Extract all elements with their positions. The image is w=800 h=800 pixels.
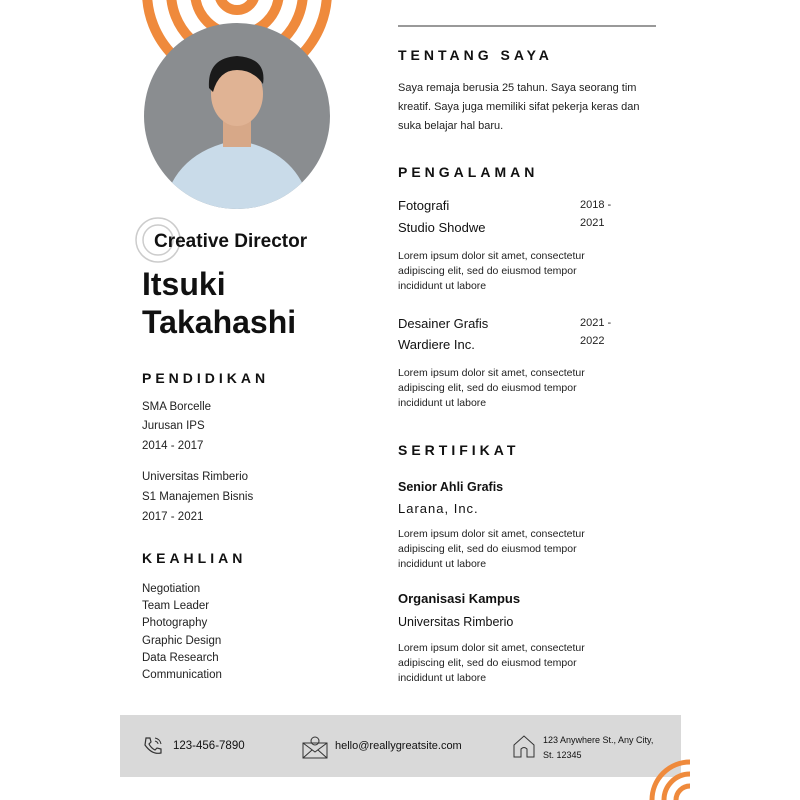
- address-line1: 123 Anywhere St., Any City,: [543, 735, 654, 745]
- last-name: Takahashi: [142, 304, 297, 340]
- profile-photo: [143, 22, 331, 210]
- phone-icon: [142, 735, 164, 757]
- home-icon: [512, 734, 536, 758]
- edu-school: SMA Borcelle: [142, 401, 212, 413]
- job-title: Creative Director: [154, 231, 308, 252]
- cert-desc: Lorem ipsum dolor sit amet, consectetur adipiscing elit, sed do eiusmod tempor incididunt ut labore: [398, 642, 585, 684]
- skill-item: Communication: [142, 669, 222, 681]
- experience-heading: PENGALAMAN: [398, 164, 539, 180]
- mail-icon: [302, 735, 328, 759]
- phone-number: 123-456-7890: [173, 740, 245, 752]
- skill-item: Graphic Design: [142, 635, 222, 647]
- certificates-heading: SERTIFIKAT: [398, 442, 520, 458]
- edu-school: Universitas Rimberio: [142, 471, 249, 483]
- about-heading: TENTANG SAYA: [398, 47, 553, 63]
- exp-end: 2022: [580, 335, 605, 347]
- edu-years: 2017 - 2021: [142, 511, 204, 523]
- exp-role: Desainer Grafis: [398, 316, 489, 331]
- skill-item: Data Research: [142, 652, 219, 664]
- contact-footer: [120, 715, 681, 777]
- cert-desc: Lorem ipsum dolor sit amet, consectetur adipiscing elit, sed do eiusmod tempor incididunt ut labore: [398, 528, 585, 570]
- skill-item: Photography: [142, 617, 208, 629]
- skill-item: Negotiation: [142, 583, 201, 595]
- edu-major: S1 Manajemen Bisnis: [142, 491, 254, 503]
- first-name: Itsuki: [142, 266, 226, 302]
- education-heading: PENDIDIKAN: [142, 370, 270, 386]
- exp-start: 2021 -: [580, 317, 612, 329]
- cert-issuer: Larana, Inc.: [398, 501, 479, 516]
- orange-rings-decoration: [630, 755, 690, 800]
- address-line2: St. 12345: [543, 750, 582, 760]
- exp-company: Studio Shodwe: [398, 220, 486, 235]
- about-text: Saya remaja berusia 25 tahun. Saya seorang tim kreatif. Saya juga memiliki sifat pekerja keras dan suka belajar hal baru.: [398, 82, 640, 132]
- divider: [398, 25, 656, 27]
- skills-heading: KEAHLIAN: [142, 550, 247, 566]
- cert-issuer: Universitas Rimberio: [398, 615, 514, 629]
- exp-start: 2018 -: [580, 199, 612, 211]
- exp-desc: Lorem ipsum dolor sit amet, consectetur adipiscing elit, sed do eiusmod tempor incididunt ut labore: [398, 367, 585, 409]
- edu-years: 2014 - 2017: [142, 440, 204, 452]
- exp-company: Wardiere Inc.: [398, 337, 475, 352]
- edu-major: Jurusan IPS: [142, 420, 205, 432]
- exp-desc: Lorem ipsum dolor sit amet, consectetur adipiscing elit, sed do eiusmod tempor incididunt ut labore: [398, 250, 585, 292]
- cert-name: Organisasi Kampus: [398, 591, 521, 606]
- cert-name: Senior Ahli Grafis: [398, 480, 504, 494]
- name: [142, 265, 296, 341]
- skill-item: Team Leader: [142, 600, 210, 612]
- exp-end: 2021: [580, 217, 605, 229]
- exp-role: Fotografi: [398, 198, 450, 213]
- email: hello@reallygreatsite.com: [335, 740, 462, 752]
